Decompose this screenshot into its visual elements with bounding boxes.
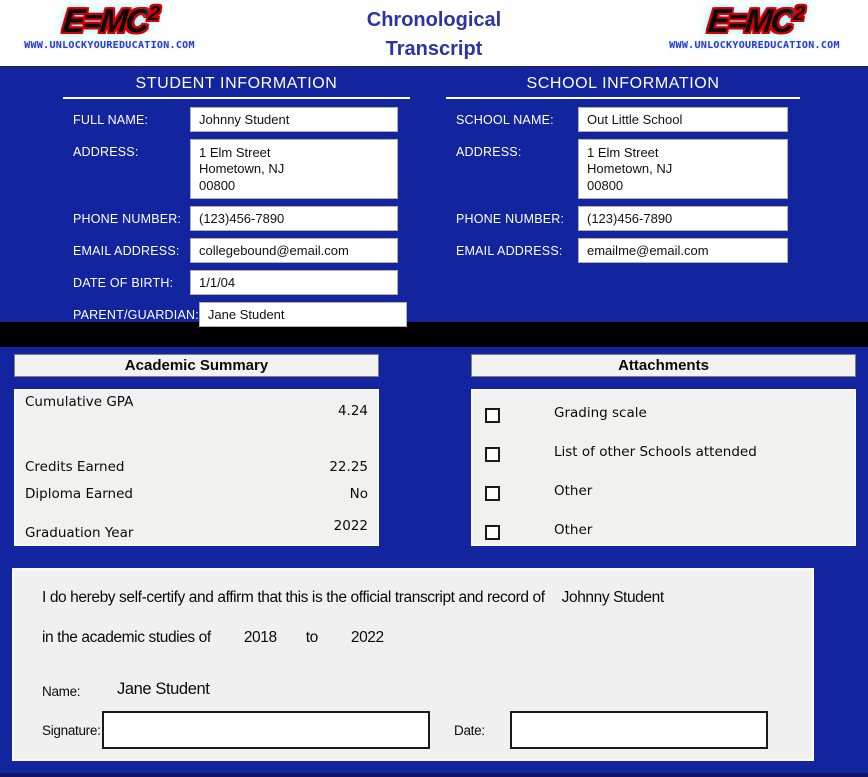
- summary-row-credits: [25, 447, 368, 482]
- address-line-2: Hometown, NJ: [199, 161, 285, 177]
- school-name-input[interactable]: [578, 107, 788, 132]
- certification-statement: [42, 589, 664, 607]
- school-email-label: EMAIL ADDRESS:: [456, 244, 563, 258]
- title-line-1: Chronological: [366, 9, 502, 31]
- school-email-value: emailme@email.com: [587, 243, 709, 258]
- school-phone-value: (123)456-7890: [587, 211, 673, 226]
- grading-scale-checkbox[interactable]: [485, 408, 500, 423]
- school-name-row: [446, 107, 800, 132]
- credits-earned-label: Credits Earned: [25, 458, 125, 475]
- school-phone-label: PHONE NUMBER:: [456, 212, 565, 226]
- other-1-checkbox[interactable]: [485, 486, 500, 501]
- full-name-row: [63, 107, 410, 132]
- full-name-input[interactable]: [190, 107, 398, 132]
- student-phone-label: PHONE NUMBER:: [73, 212, 182, 226]
- page-header: [0, 0, 868, 66]
- date-of-birth-label: DATE OF BIRTH:: [73, 276, 174, 290]
- school-email-input[interactable]: [578, 238, 788, 263]
- emc2-logo-icon: $E=MC^2$: [705, 2, 804, 39]
- info-section: [0, 66, 868, 322]
- logo-left: [2, 3, 217, 51]
- academic-summary-title: Academic Summary: [14, 354, 379, 377]
- summary-row-diploma: [25, 483, 368, 518]
- academic-years-line: [42, 629, 384, 647]
- title-line-2: Transcript: [385, 38, 483, 60]
- to-word: to: [305, 629, 318, 646]
- school-phone-input[interactable]: [578, 206, 788, 231]
- student-information-title: STUDENT INFORMATION: [63, 75, 410, 99]
- student-information-column: [63, 75, 410, 322]
- summary-row-gpa: [25, 394, 368, 447]
- graduation-year-value: 2022: [333, 517, 368, 534]
- address-line-1: 1 Elm Street: [199, 145, 271, 160]
- certification-panel: [12, 568, 814, 761]
- grading-scale-label: Grading scale: [554, 405, 647, 421]
- gpa-value: 4.24: [337, 403, 368, 419]
- school-name-value: Out Little School: [587, 112, 683, 127]
- start-year: 2018: [243, 629, 277, 646]
- date-of-birth-value: 1/1/04: [199, 275, 236, 290]
- address-line-3: 00800: [587, 177, 624, 193]
- summary-section: [0, 347, 868, 567]
- statement-prefix: I do hereby self-certify and affirm that this is the official transcript and record of: [42, 589, 545, 606]
- gpa-label: Cumulative GPA: [25, 394, 134, 410]
- student-phone-value: (123)456-7890: [199, 211, 285, 226]
- logo-right: [647, 3, 862, 51]
- name-value: Jane Student: [117, 680, 210, 698]
- student-email-row: [63, 238, 410, 263]
- other-2-label: Other: [554, 522, 593, 538]
- signature-input[interactable]: [102, 711, 430, 749]
- logo-superscript: 2: [791, 2, 804, 25]
- certification-section: [0, 567, 868, 777]
- signature-label: Signature:: [42, 723, 101, 738]
- student-address-input[interactable]: [190, 139, 398, 199]
- date-of-birth-row: [63, 270, 410, 295]
- student-phone-input[interactable]: [190, 206, 398, 231]
- parent-guardian-row: [63, 302, 410, 327]
- school-information-column: [446, 75, 800, 322]
- school-email-row: [446, 238, 800, 263]
- student-address-label: ADDRESS:: [73, 145, 139, 159]
- full-name-value: Johnny Student: [199, 112, 290, 127]
- address-line-2: Hometown, NJ: [587, 161, 673, 177]
- student-email-value: collegebound@email.com: [199, 243, 349, 258]
- page-title: [284, 6, 584, 64]
- diploma-earned-value: No: [349, 485, 368, 502]
- emc2-logo-icon: $E=MC^2$: [60, 2, 159, 39]
- years-prefix: in the academic studies of: [42, 629, 211, 646]
- graduation-year-label: Graduation Year: [25, 524, 134, 541]
- student-email-input[interactable]: [190, 238, 398, 263]
- other-2-checkbox[interactable]: [485, 525, 500, 540]
- parent-guardian-label: PARENT/GUARDIAN:: [73, 308, 199, 322]
- school-name-label: SCHOOL NAME:: [456, 113, 554, 127]
- attachments-panel: [471, 389, 856, 546]
- website-url-right[interactable]: WWW.UNLOCKYOUREDUCATION.COM: [669, 40, 840, 52]
- name-label: Name:: [42, 684, 81, 699]
- student-phone-row: [63, 206, 410, 231]
- summary-row-graduation: [25, 518, 368, 541]
- other-1-label: Other: [554, 483, 593, 499]
- certified-student-name: Johnny Student: [561, 589, 664, 606]
- student-address-row: [63, 139, 410, 199]
- address-line-3: 00800: [199, 177, 236, 193]
- student-email-label: EMAIL ADDRESS:: [73, 244, 180, 258]
- school-phone-row: [446, 206, 800, 231]
- date-label: Date:: [454, 723, 485, 738]
- academic-summary-panel: [14, 389, 379, 546]
- attachment-row-other-2: [473, 521, 854, 560]
- website-url-left[interactable]: WWW.UNLOCKYOUREDUCATION.COM: [24, 40, 195, 52]
- other-schools-checkbox[interactable]: [485, 447, 500, 462]
- credits-earned-value: 22.25: [329, 458, 368, 475]
- date-input[interactable]: [510, 711, 768, 749]
- school-information-title: SCHOOL INFORMATION: [446, 75, 800, 99]
- full-name-label: FULL NAME:: [73, 113, 149, 127]
- attachment-row-grading-scale: [473, 404, 854, 443]
- address-line-1: 1 Elm Street: [587, 145, 659, 160]
- attachment-row-other-schools: [473, 443, 854, 482]
- date-of-birth-input[interactable]: [190, 270, 398, 295]
- school-address-input[interactable]: [578, 139, 788, 199]
- school-address-row: [446, 139, 800, 199]
- diploma-earned-label: Diploma Earned: [25, 485, 133, 502]
- parent-guardian-input[interactable]: [199, 302, 407, 327]
- logo-superscript: 2: [146, 2, 159, 25]
- end-year: 2022: [350, 629, 384, 646]
- attachments-title: Attachments: [471, 354, 856, 377]
- attachment-row-other-1: [473, 482, 854, 521]
- parent-guardian-value: Jane Student: [207, 307, 285, 322]
- school-address-label: ADDRESS:: [456, 145, 522, 159]
- other-schools-label: List of other Schools attended: [554, 444, 757, 460]
